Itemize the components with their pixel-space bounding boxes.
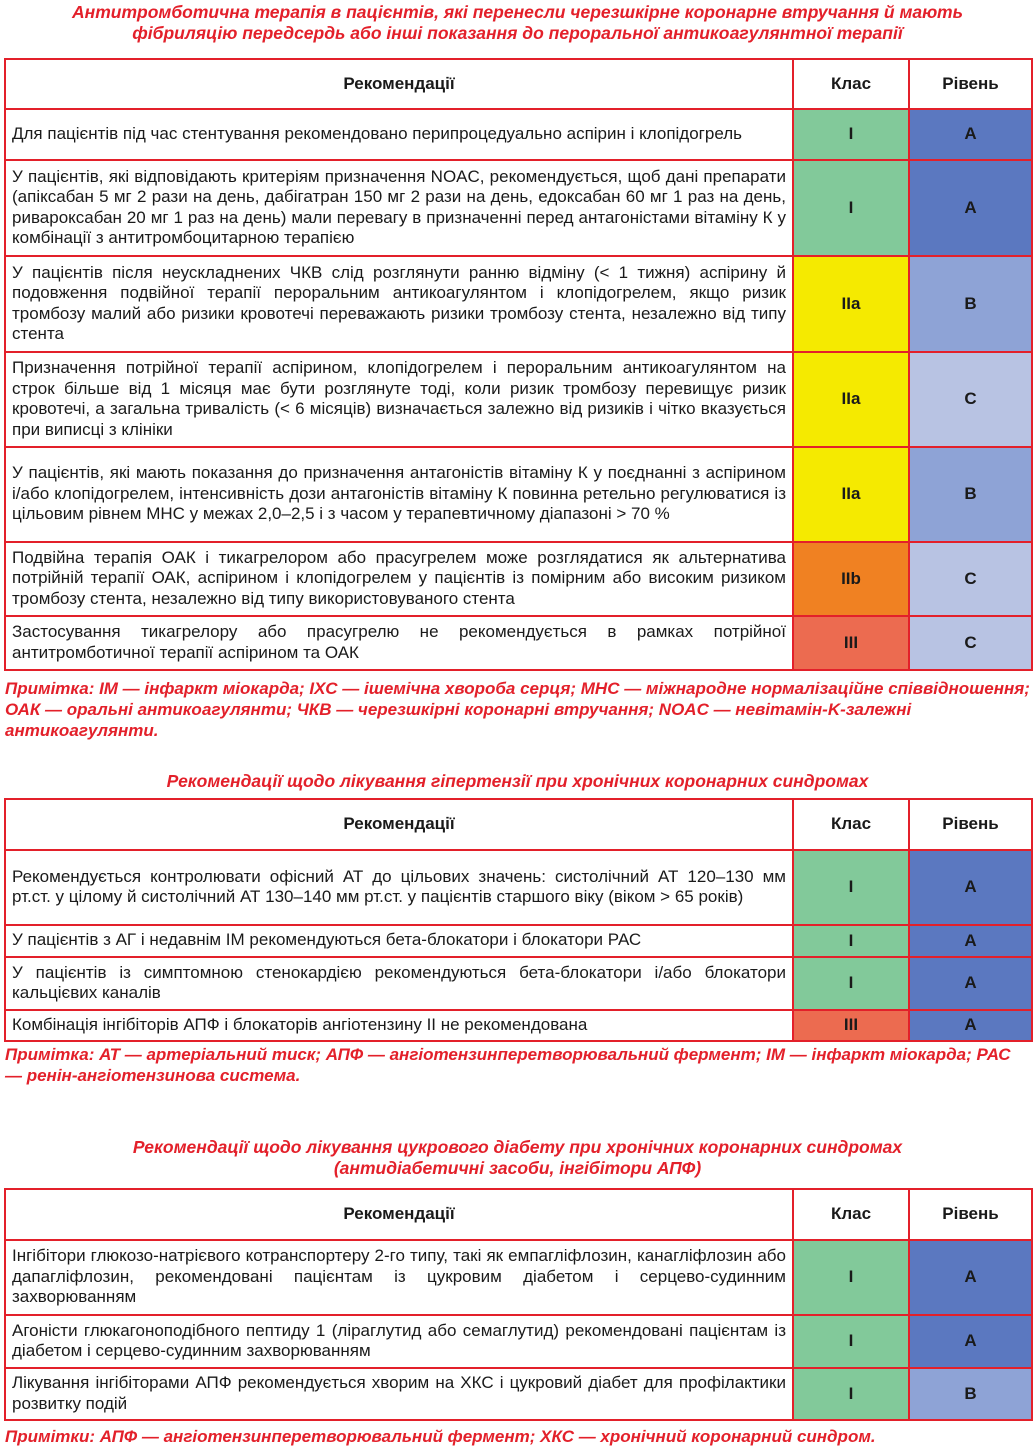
table-row [5, 616, 1032, 670]
row-class: III [793, 616, 909, 670]
row-text: Лікування інгібіторами АПФ рекомендується хворим на ХКС і цукровий діабет для профілактики розвитку подій [5, 1368, 793, 1420]
section1-note: Примітка: ІМ — інфаркт міокарда; ІХС — ішемічна хвороба серця; МНС — міжнародне нормалізаційне співвідношення; ОАК — оральні антикоагулянти; ЧКВ — черезшкірні коронарні втручання; NOAC — невітамін-K-залежні антикоагулянти. [5, 679, 1030, 740]
row-level: A [909, 850, 1032, 925]
section3-title [0, 1137, 1035, 1179]
row-class: I [793, 1368, 909, 1420]
row-level: A [909, 957, 1032, 1010]
row-class: IIa [793, 352, 909, 447]
section3-note: Примітки: АПФ — ангіотензинперетворювальний фермент; ХКС — хронічний коронарний синдром. [5, 1427, 876, 1446]
table-row [5, 1010, 1032, 1041]
table-row [5, 1315, 1032, 1368]
row-level: B [909, 256, 1032, 352]
table-row [5, 352, 1032, 447]
row-level: A [909, 925, 1032, 957]
row-class: III [793, 1010, 909, 1041]
table-header [5, 799, 1032, 850]
table-row [5, 542, 1032, 616]
table-row [5, 160, 1032, 256]
row-text: У пацієнтів з АГ і недавнім ІМ рекомендуються бета-блокатори і блокатори РАС [5, 925, 793, 957]
header-level: Рівень [909, 59, 1032, 109]
row-text: Застосування тикагрелору або прасугрелю не рекомендується в рамках потрійної антитромботичної терапії аспірином та ОАК [5, 616, 793, 670]
section2-note: Примітка: АТ — артеріальний тиск; АПФ — ангіотензинперетворювальний фермент; ІМ — інфаркт міокарда; РАС — ренін-ангіотензинова система. [5, 1045, 1011, 1085]
header-recommendations: Рекомендації [5, 1189, 793, 1240]
table-header [5, 59, 1032, 109]
table-row [5, 447, 1032, 542]
section1-title-line1: Антитромботична терапія в пацієнтів, які перенесли черезшкірне коронарне втручання й мають [71, 2, 963, 22]
header-recommendations: Рекомендації [5, 799, 793, 850]
row-level: B [909, 447, 1032, 542]
row-text: Інгібітори глюкозо-натрієвого котранспортеру 2-го типу, такі як емпагліфлозин, канагліфлозин або дапагліфлозин, рекомендовані пацієнтам із цукровим діабетом і серцево-судинним захворюванням [5, 1240, 793, 1315]
row-text: Подвійна терапія ОАК і тикагрелором або прасугрелем може розглядатися як альтернатива потрійній терапії ОАК, аспірином і клопідогрелем у пацієнтів із помірним або високим ризиком тромбозу стента, незалежно від типу використовуваного стента [5, 542, 793, 616]
row-class: I [793, 925, 909, 957]
table-row [5, 850, 1032, 925]
row-level: C [909, 352, 1032, 447]
header-class: Клас [793, 59, 909, 109]
section3-title-line2: (антидіабетичні засоби, інгібітори АПФ) [333, 1158, 702, 1178]
section2-title: Рекомендації щодо лікування гіпертензії при хронічних коронарних синдромах [166, 771, 869, 791]
section3-title-line1: Рекомендації щодо лікування цукрового діабету при хронічних коронарних синдромах [132, 1137, 903, 1157]
section1-table [4, 58, 1033, 671]
row-text: У пацієнтів після неускладнених ЧКВ слід розглянути ранню відміну (< 1 тижня) аспірину й подовження подвійної терапії пероральним антикоагулянтом і клопідогрелем, якщо ризик тромбозу малий або ризики кровотечі переважають ризики тромбозу стента, незалежно від типу стента [5, 256, 793, 352]
section1-title [0, 2, 1035, 44]
row-class: I [793, 850, 909, 925]
row-class: I [793, 1315, 909, 1368]
row-text: Агоністи глюкагоноподібного пептиду 1 (ліраглутид або семаглутид) рекомендовані пацієнтам із діабетом і серцево-судинним захворюванням [5, 1315, 793, 1368]
row-class: IIb [793, 542, 909, 616]
row-text: Рекомендується контролювати офісний АТ до цільових значень: систолічний АТ 120–130 мм рт.ст. у цілому й систолічний АТ 130–140 мм рт.ст. у пацієнтів старшого віку (віком > 65 років) [5, 850, 793, 925]
row-class: I [793, 957, 909, 1010]
section2-table [4, 798, 1033, 1042]
row-text: У пацієнтів, які відповідають критеріям призначення NOAC, рекомендується, щоб дані препарати (апіксабан 5 мг 2 рази на день, дабігатран 150 мг 2 рази на день, едоксабан 60 мг 1 раз на день, ривароксабан 20 мг 1 раз на день) мали перевагу в призначенні перед антагоністами вітаміну К у комбінації з антитромбоцитарною терапією [5, 160, 793, 256]
row-class: IIa [793, 447, 909, 542]
row-level: A [909, 1240, 1032, 1315]
row-text: У пацієнтів, які мають показання до призначення антагоністів вітаміну К у поєднанні з аспірином і/або клопідогрелем, інтенсивність дози антагоністів вітаміну К повинна ретельно регулюватися із цільовим рівнем МНС у межах 2,0–2,5 і з часом у терапевтичному діапазоні > 70 % [5, 447, 793, 542]
row-class: I [793, 1240, 909, 1315]
row-level: B [909, 1368, 1032, 1420]
row-text: Призначення потрійної терапії аспірином, клопідогрелем і пероральним антикоагулянтом на строк більше від 1 місяця має бути розглянуте тоді, коли ризик тромбозу перевищує ризик кровотечі, а загальна тривалість (< 6 місяців) визначається залежно від ризиків і чітко вказується при виписці з клініки [5, 352, 793, 447]
table-row [5, 109, 1032, 160]
row-text: Комбінація інгібіторів АПФ і блокаторів ангіотензину ІІ не рекомендована [5, 1010, 793, 1041]
table-row [5, 256, 1032, 352]
section3-table [4, 1188, 1033, 1421]
row-level: C [909, 616, 1032, 670]
row-class: I [793, 109, 909, 160]
header-class: Клас [793, 1189, 909, 1240]
row-level: A [909, 109, 1032, 160]
row-text: Для пацієнтів під час стентування рекомендовано перипроцедуально аспірин і клопідогрель [5, 109, 793, 160]
header-level: Рівень [909, 1189, 1032, 1240]
row-level: A [909, 1010, 1032, 1041]
header-class: Клас [793, 799, 909, 850]
header-recommendations: Рекомендації [5, 59, 793, 109]
row-class: I [793, 160, 909, 256]
section1-title-line2: фібриляцію передсердь або інші показання до пероральної антикоагулянтної терапії [132, 23, 903, 43]
row-text: У пацієнтів із симптомною стенокардією рекомендуються бета-блокатори і/або блокатори кальцієвих каналів [5, 957, 793, 1010]
table-row [5, 957, 1032, 1010]
row-class: IIa [793, 256, 909, 352]
row-level: A [909, 1315, 1032, 1368]
header-level: Рівень [909, 799, 1032, 850]
row-level: C [909, 542, 1032, 616]
table-header [5, 1189, 1032, 1240]
table-row [5, 925, 1032, 957]
row-level: A [909, 160, 1032, 256]
table-row [5, 1368, 1032, 1420]
table-row [5, 1240, 1032, 1315]
